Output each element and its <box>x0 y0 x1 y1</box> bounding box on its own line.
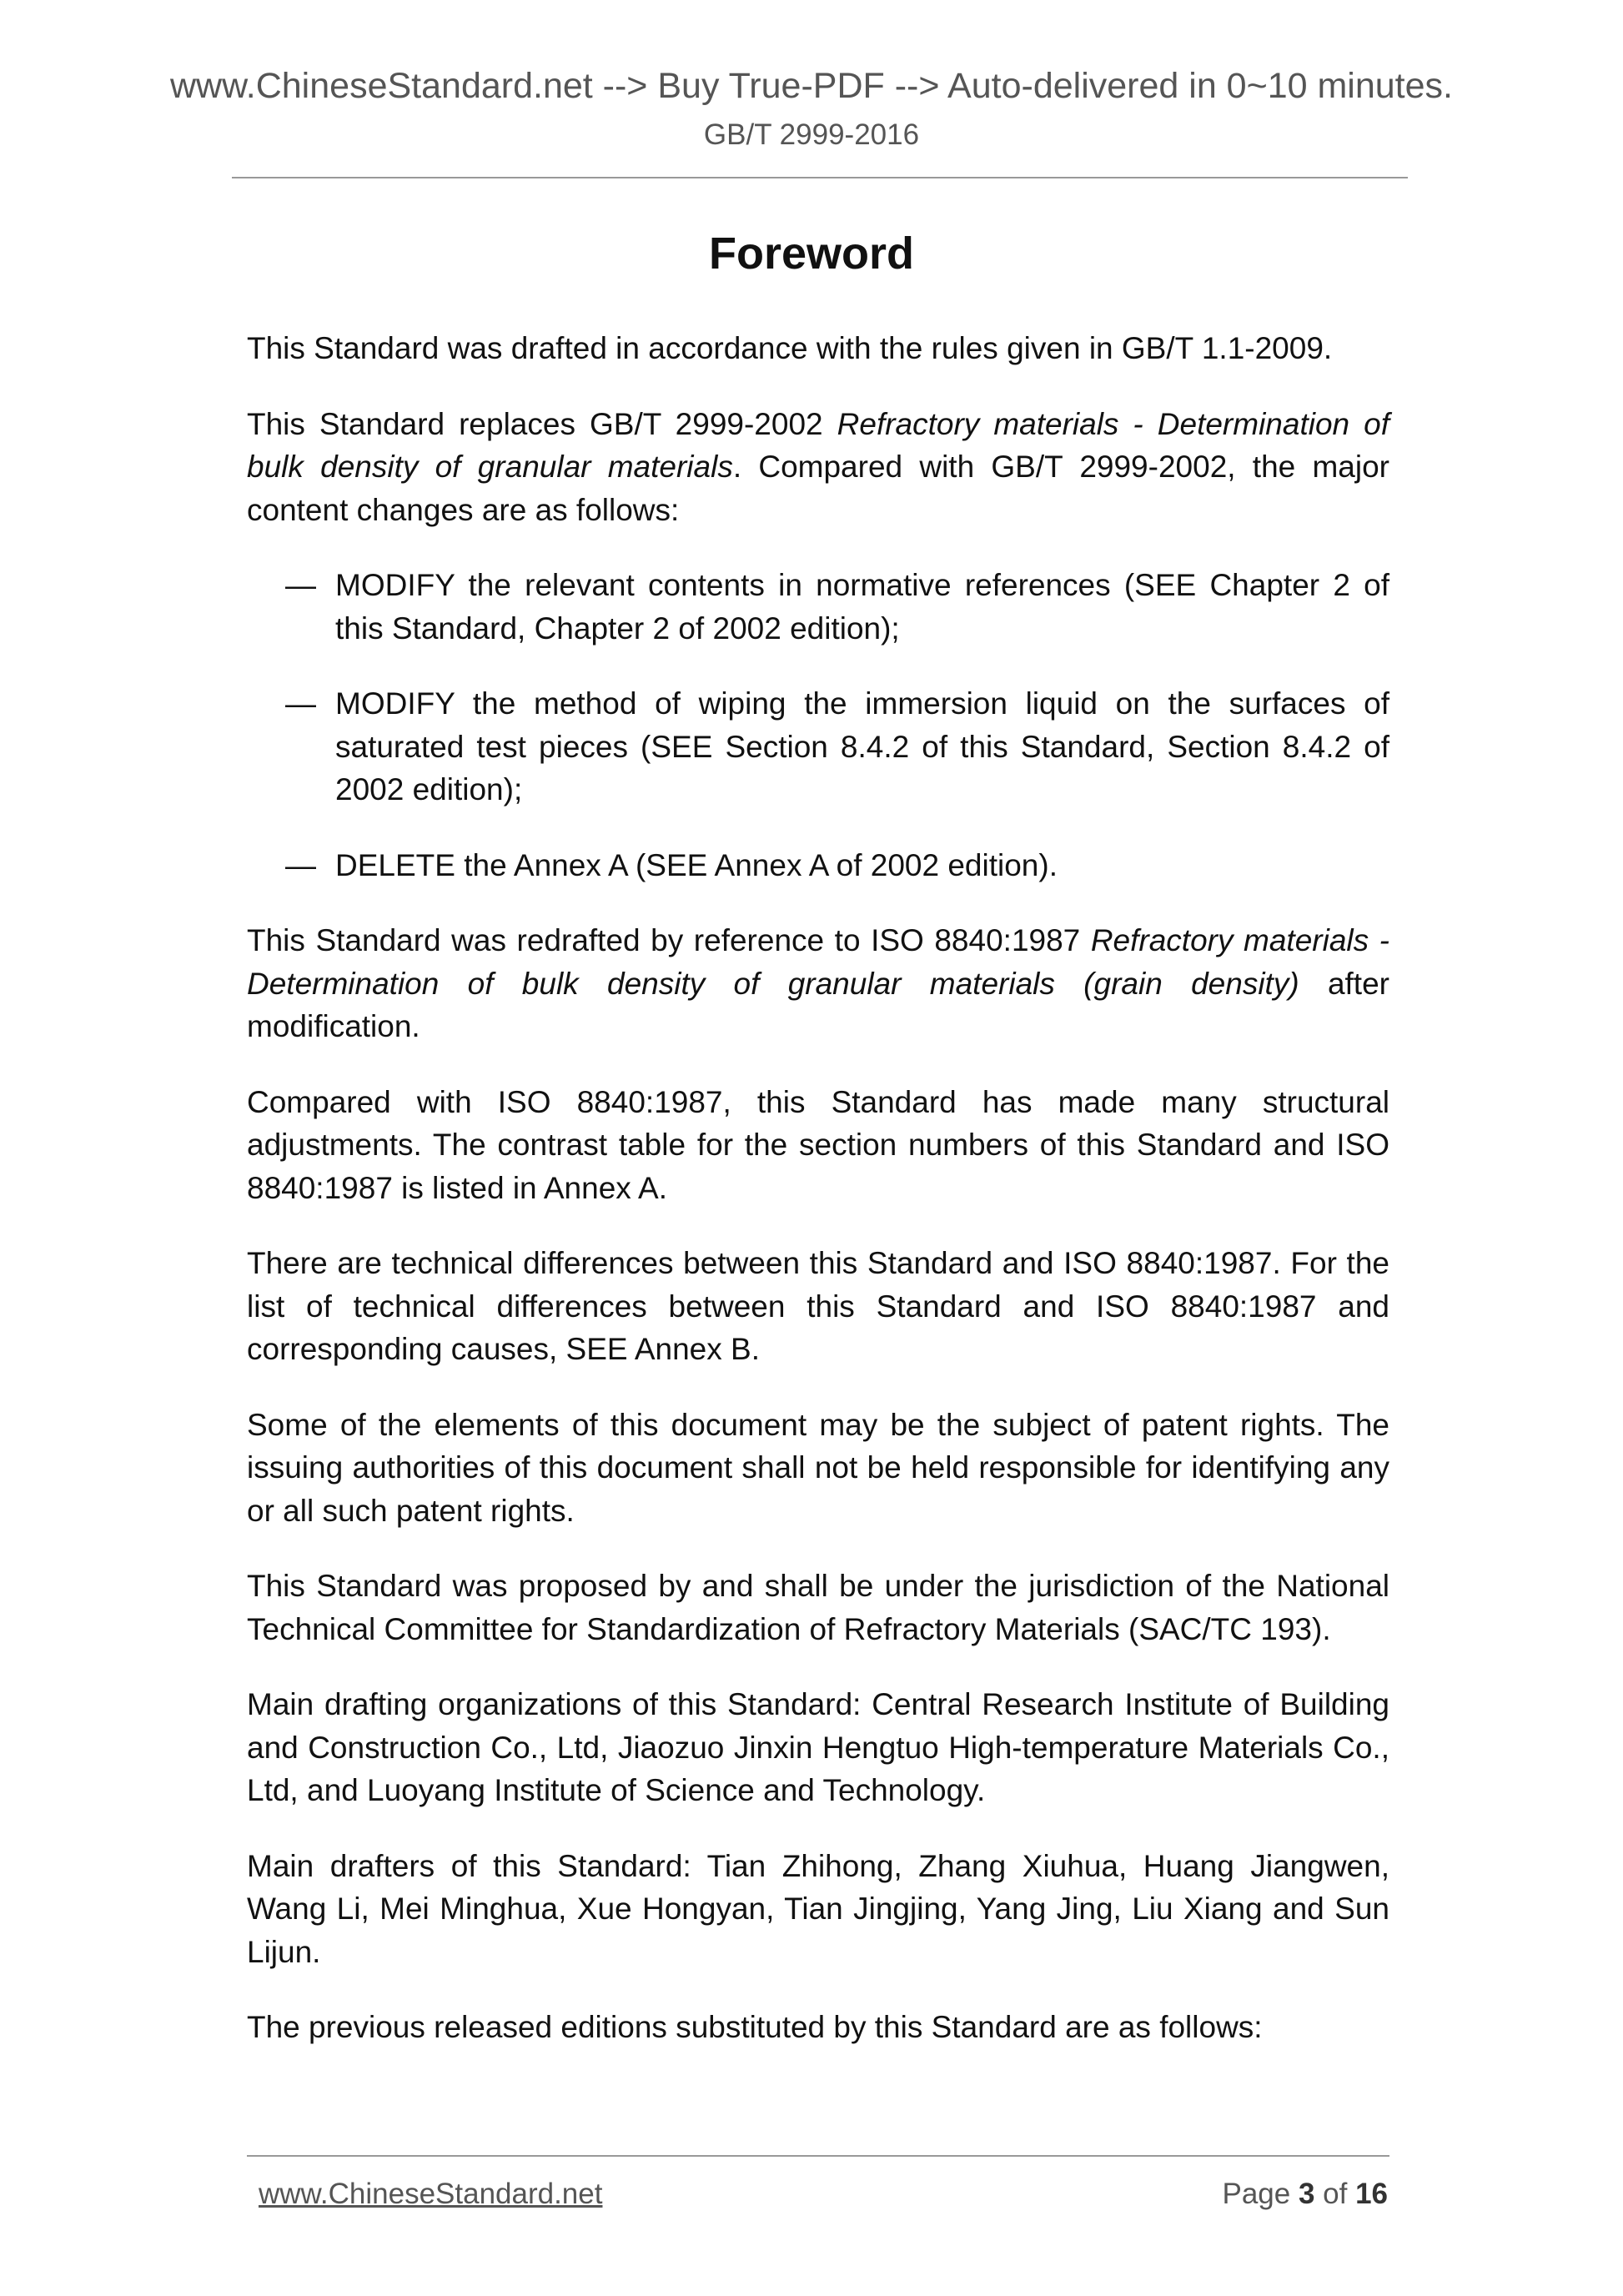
page-total: 16 <box>1355 2178 1388 2210</box>
header-divider <box>232 177 1408 178</box>
redrafted-text-start: This Standard was redrafted by reference to ISO 8840:1987 <box>247 923 1091 957</box>
replaces-text-start: This Standard replaces GB/T 2999-2002 <box>247 406 837 441</box>
page-title: Foreword <box>708 229 914 279</box>
footer-website-link[interactable]: www.ChineseStandard.net <box>259 2178 603 2210</box>
redrafted-title-italic: Refractory materials - Determination of bulk density of granular materials (grain density) <box>247 923 1389 1001</box>
list-item-text: MODIFY the relevant contents in normative references (SEE Chapter 2 of this Standard, Chapter 2 of 2002 edition); <box>335 568 1389 646</box>
paragraph-drafting-rules: This Standard was drafted in accordance with the rules given in GB/T 1.1-2009. <box>247 331 1333 365</box>
header-banner: www.ChineseStandard.net --> Buy True-PDF --> Auto-delivered in 0~10 minutes. <box>169 66 1453 106</box>
dash-bullet: — <box>285 568 316 602</box>
paragraph-structural-adjustments: Compared with ISO 8840:1987, this Standard has made many structural adjustments. The contrast table for the section numbers of this Standard and ISO 8840:1987 is listed in Annex A. <box>247 1084 1389 1205</box>
paragraph-drafters: Main drafters of this Standard: Tian Zhihong, Zhang Xiuhua, Huang Jiangwen, Wang Li, Mei Minghua, Xue Hongyan, Tian Jingjing, Yang Jing, Liu Xiang and Sun Lijun. <box>247 1848 1389 1969</box>
list-item <box>247 682 1389 811</box>
dash-bullet: — <box>285 847 316 882</box>
replaces-title-italic: Refractory materials - Determination of bulk density of granular materials <box>247 406 1389 484</box>
page-prefix: Page <box>1222 2178 1299 2210</box>
footer-divider <box>247 2155 1389 2157</box>
redrafted-text-end: after modification. <box>247 966 1389 1043</box>
foreword-body <box>247 327 1389 2082</box>
paragraph-jurisdiction: This Standard was proposed by and shall be under the jurisdiction of the National Technical Committee for Standardization of Refractory Materials (SAC/TC 193). <box>247 1569 1389 1646</box>
page-current: 3 <box>1298 2178 1315 2210</box>
list-item-text: DELETE the Annex A (SEE Annex A of 2002 edition). <box>335 847 1058 882</box>
paragraph-drafting-organizations: Main drafting organizations of this Standard: Central Research Institute of Building and Construction Co., Ltd, Jiaozuo Jinxin Hengtuo High-temperature Materials Co., Ltd, and Luoyang Institute of Science and Technology. <box>247 1687 1389 1807</box>
paragraph-previous-editions: The previous released editions substituted by this Standard are as follows: <box>247 2010 1263 2044</box>
list-item <box>247 844 1389 887</box>
list-item-text: MODIFY the method of wiping the immersion liquid on the surfaces of saturated test pieces (SEE Section 8.4.2 of this Standard, Section 8.4.2 of 2002 edition); <box>335 686 1389 806</box>
replaces-text-end: . Compared with GB/T 2999-2002, the major content changes are as follows: <box>247 450 1390 527</box>
list-item <box>247 564 1389 650</box>
paragraph-redrafted <box>247 919 1389 1048</box>
changes-list <box>247 564 1389 887</box>
standard-code: GB/T 2999-2016 <box>703 118 920 151</box>
page-number <box>1222 2177 1388 2212</box>
paragraph-patent-rights: Some of the elements of this document may be the subject of patent rights. The issuing authorities of this document shall not be held responsible for identifying any or all such patent rights. <box>247 1407 1389 1528</box>
paragraph-replaces <box>247 403 1389 532</box>
page-of: of <box>1314 2178 1356 2210</box>
paragraph-technical-differences: There are technical differences between this Standard and ISO 8840:1987. For the list of technical differences between this Standard and ISO 8840:1987 and corresponding causes, SEE Annex B. <box>247 1246 1389 1366</box>
dash-bullet: — <box>285 686 316 721</box>
